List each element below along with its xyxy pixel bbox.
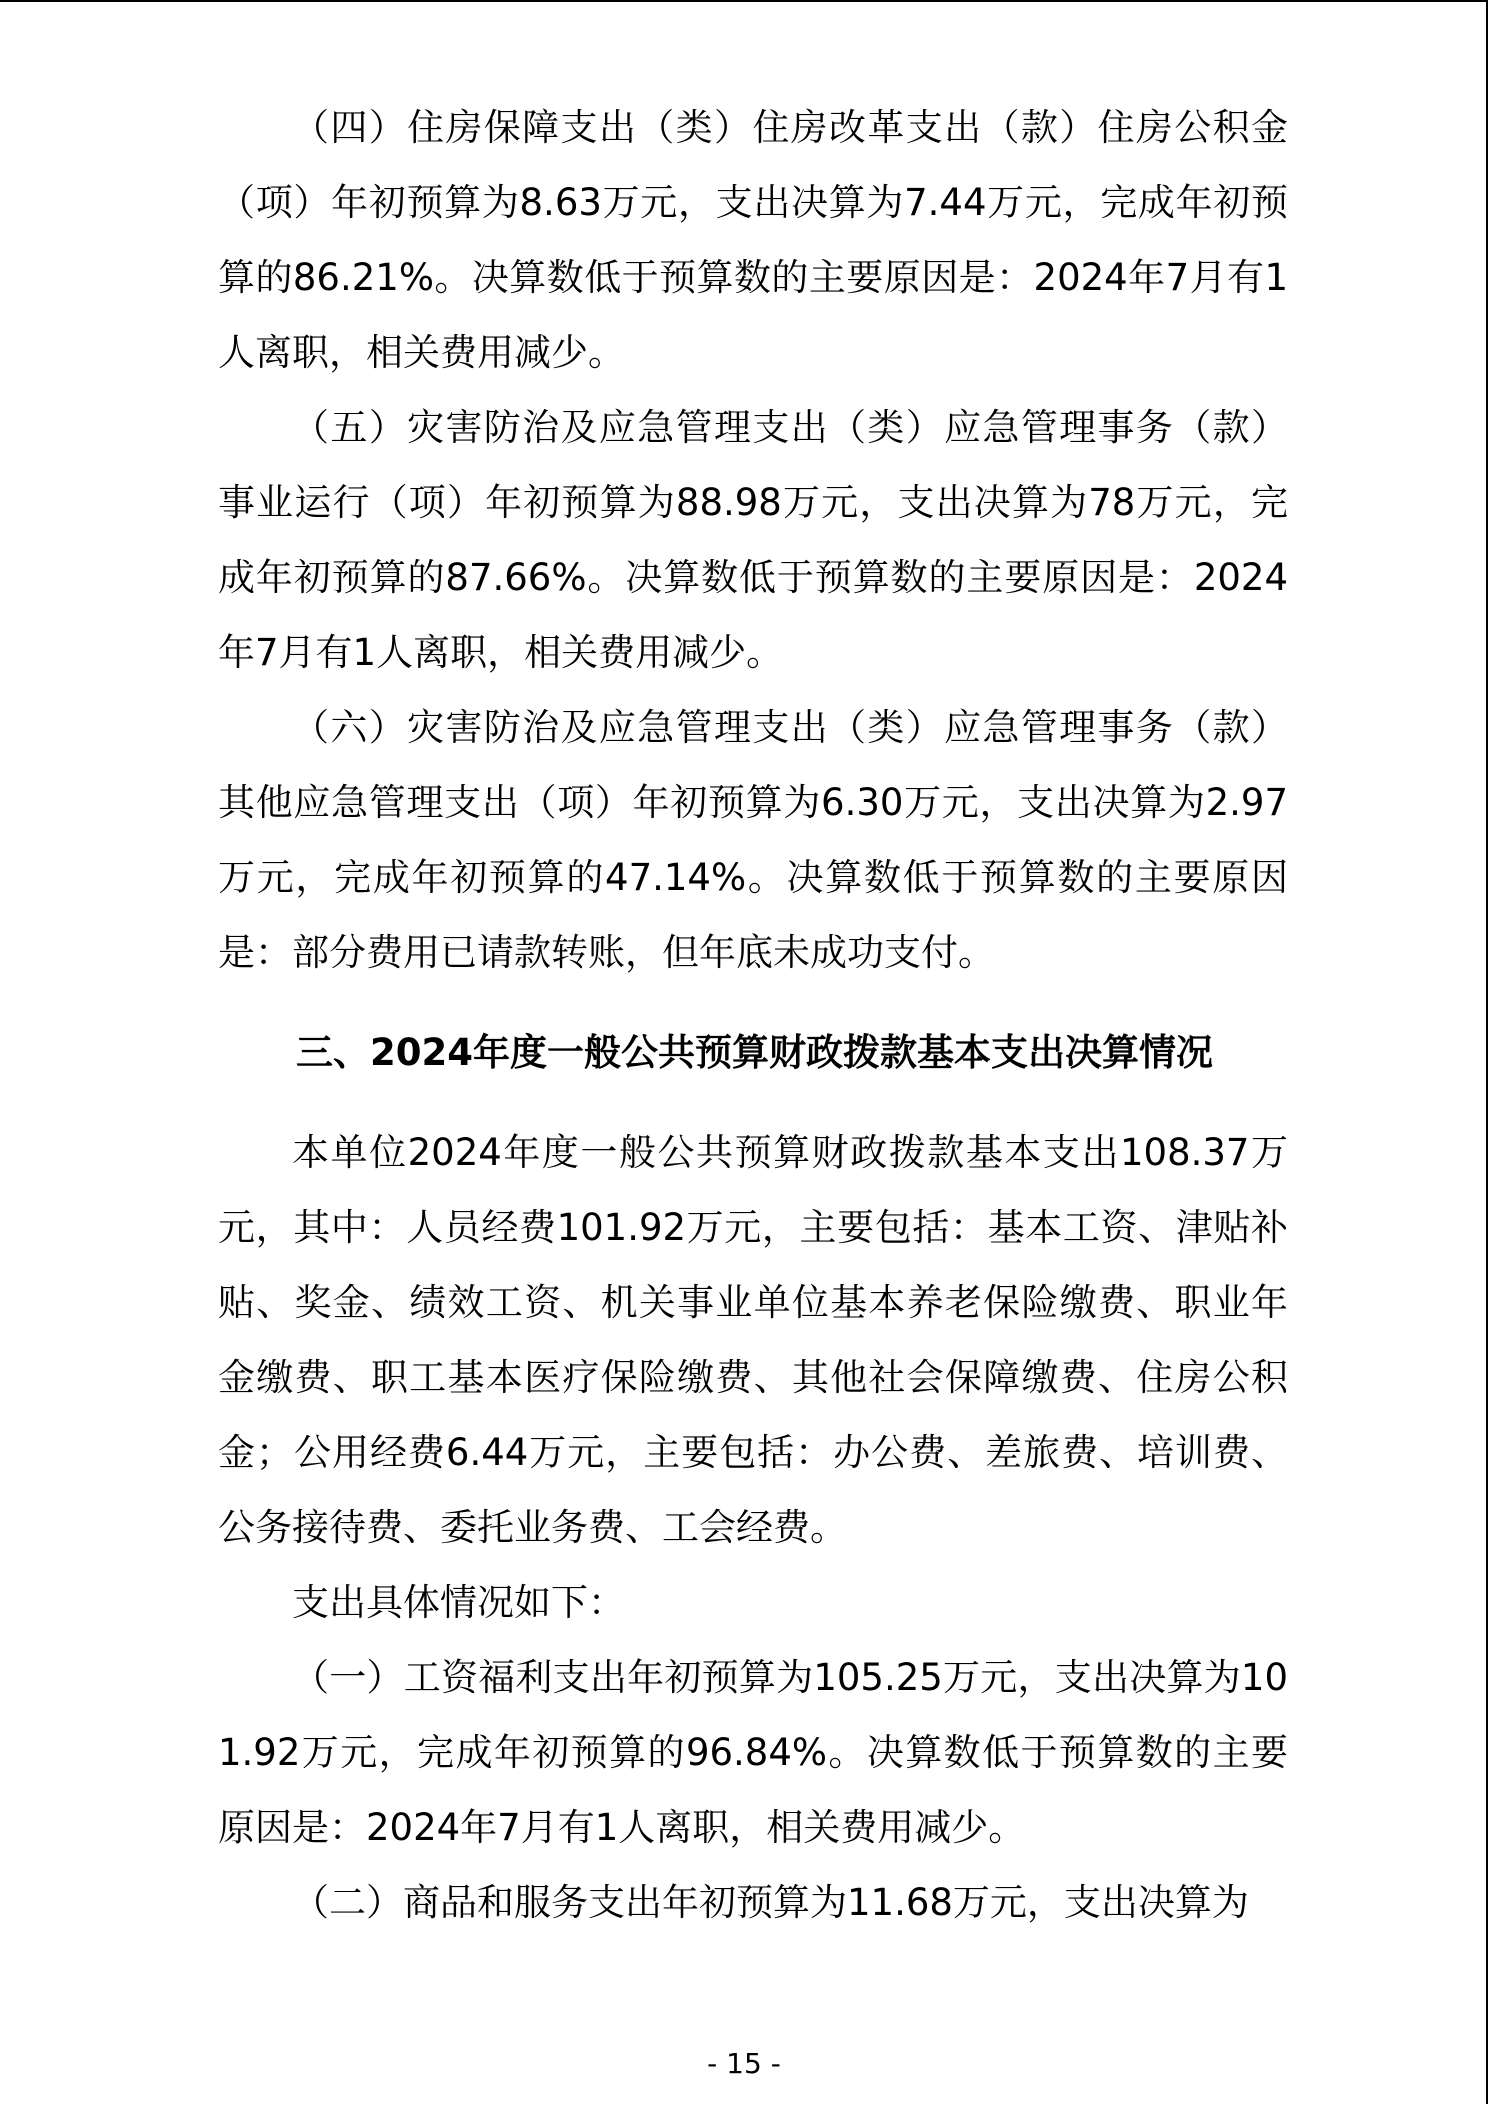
paragraph-salary-welfare: （一）工资福利支出年初预算为105.25万元，支出决算为101.92万元，完成年初预算的96.84%。决算数低于预算数的主要原因是：2024年7月有1人离职，相关费用减少。 [218, 1656, 1288, 1849]
paragraph-other-emergency: （六）灾害防治及应急管理支出（类）应急管理事务（款）其他应急管理支出（项）年初预算为6.30万元，支出决算为2.97万元，完成年初预算的47.14%。决算数低于预算数的主要原因是：部分费用已请款转账，但年底未成功支付。 [218, 706, 1288, 974]
page-number: - 15 - [707, 2047, 781, 2080]
page-top-border [0, 0, 1488, 2]
document-body [218, 90, 1288, 1940]
paragraph-basic-expenditure: 本单位2024年度一般公共预算财政拨款基本支出108.37万元，其中：人员经费101.92万元，主要包括：基本工资、津贴补贴、奖金、绩效工资、机关事业单位基本养老保险缴费、职业年金缴费、职工基本医疗保险缴费、其他社会保障缴费、住房公积金；公用经费6.44万元，主要包括：办公费、差旅费、培训费、公务接待费、委托业务费、工会经费。 [218, 1131, 1288, 1549]
paragraph-details-intro: 支出具体情况如下： [292, 1581, 625, 1624]
paragraph-goods-services: （二）商品和服务支出年初预算为11.68万元，支出决算为 [292, 1881, 1249, 1924]
paragraph-housing-fund: （四）住房保障支出（类）住房改革支出（款）住房公积金（项）年初预算为8.63万元，支出决算为7.44万元，完成年初预算的86.21%。决算数低于预算数的主要原因是：2024年7月有1人离职，相关费用减少。 [218, 106, 1288, 374]
paragraph-emergency-operation: （五）灾害防治及应急管理支出（类）应急管理事务（款）事业运行（项）年初预算为88.98万元，支出决算为78万元，完成年初预算的87.66%。决算数低于预算数的主要原因是：2024年7月有1人离职，相关费用减少。 [218, 406, 1288, 674]
section-heading: 三、2024年度一般公共预算财政拨款基本支出决算情况 [296, 1031, 1213, 1074]
